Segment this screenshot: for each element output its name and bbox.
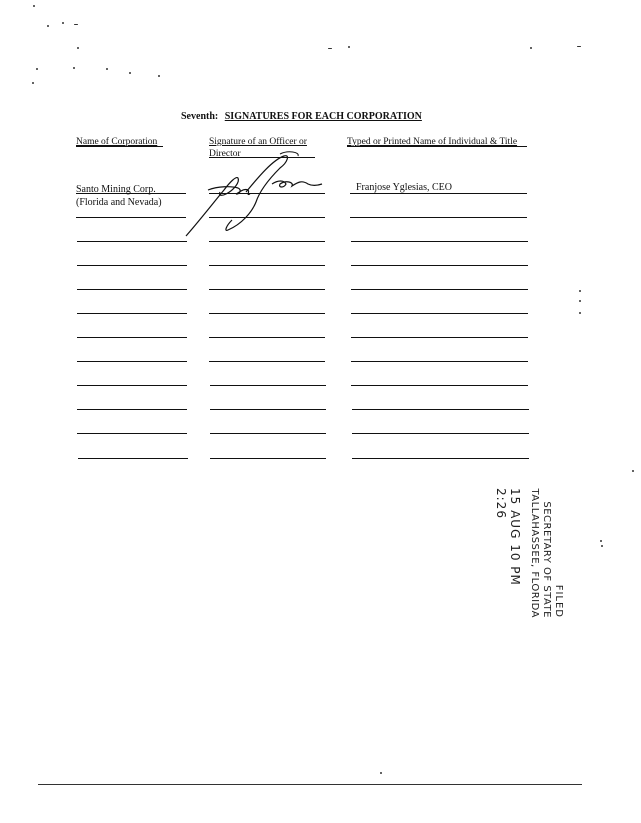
form-line [77,241,187,242]
form-line [209,217,325,218]
form-line [209,337,325,338]
scan-speck [632,470,634,472]
form-line [77,433,187,434]
form-line [351,361,528,362]
form-line [210,433,326,434]
form-line [76,193,186,194]
stamp-date-time: 15 AUG 10 PM 2:26 [494,488,522,586]
scan-speck [74,24,78,25]
section-heading: SIGNATURES FOR EACH CORPORATION [224,111,422,122]
scan-speck [36,68,38,70]
scan-speck [158,75,160,77]
stamp-location: TALLAHASSEE, FLORIDA [529,488,540,618]
footer-rule [38,784,582,785]
section-prefix: Seventh: [181,111,219,122]
form-line [351,385,528,386]
scan-speck [601,545,603,547]
scan-speck [129,72,131,74]
scan-speck [380,772,382,774]
header-underline [347,146,527,147]
form-line [352,433,529,434]
form-line [351,241,528,242]
form-line [209,289,325,290]
form-line [352,458,529,459]
stamp-secretary: SECRETARY OF STATE [541,501,552,618]
header-underline [76,146,163,147]
handwritten-signature-icon [180,150,330,240]
form-line [77,337,187,338]
form-line [351,265,528,266]
form-line [77,313,187,314]
scan-speck [77,47,79,49]
filing-stamp [494,488,564,618]
scan-speck [73,67,75,69]
scan-speck [577,46,581,47]
printed-name-title: Franjose Yglesias, CEO [356,182,453,193]
form-line [209,157,315,158]
scan-speck [33,5,35,7]
scan-speck [579,312,581,314]
form-line [77,265,187,266]
corporation-jurisdiction: (Florida and Nevada) [76,197,162,208]
scan-speck [579,300,581,302]
form-line [209,313,325,314]
form-line [209,265,325,266]
form-line [350,193,527,194]
form-line [210,385,326,386]
corporation-name: Santo Mining Corp. [76,184,156,195]
form-line [210,458,326,459]
form-line [351,289,528,290]
form-line [351,337,528,338]
form-line [77,409,187,410]
form-line [350,217,527,218]
form-line [209,241,325,242]
column-header-corporation: Name of Corporation [76,137,158,147]
form-line [209,193,325,194]
scan-speck [530,47,532,49]
form-line [77,361,187,362]
scan-speck [47,25,49,27]
scan-speck [32,82,34,84]
form-line [76,217,186,218]
scan-speck [106,68,108,70]
form-line [77,289,187,290]
form-line [351,313,528,314]
scan-speck [579,290,581,292]
form-line [352,409,529,410]
scan-speck [328,48,332,49]
form-line [77,385,187,386]
scan-speck [600,540,602,542]
stamp-filed: FILED [553,584,564,618]
column-header-signature: Signature of an Officer or Director [209,137,307,159]
form-line [78,458,188,459]
form-line [210,409,326,410]
scan-speck [348,46,350,48]
section-title [181,111,422,122]
scan-speck [62,22,64,24]
column-header-printed-name: Typed or Printed Name of Individual & Title [347,137,518,147]
form-line [209,361,325,362]
